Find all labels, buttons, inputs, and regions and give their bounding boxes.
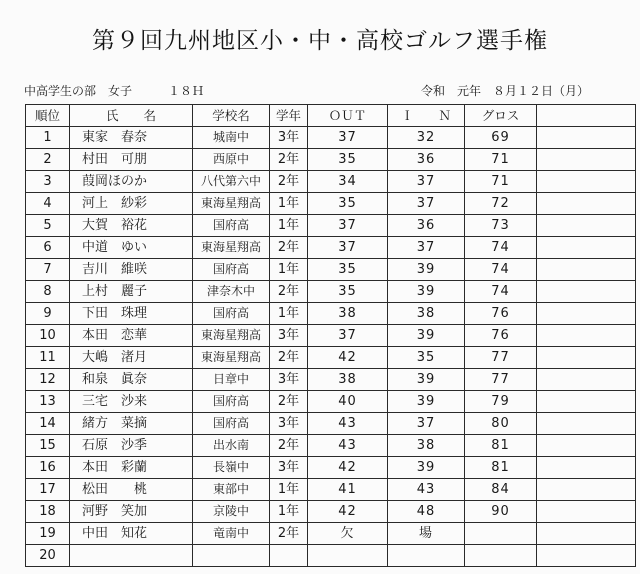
cell-name: 下田 珠理	[70, 303, 193, 325]
cell-out: 35	[308, 193, 388, 215]
header-extra	[537, 105, 636, 127]
cell-extra	[537, 479, 636, 501]
cell-school: 東海星翔高	[193, 347, 270, 369]
cell-out: 37	[308, 215, 388, 237]
cell-name: 本田 恋華	[70, 325, 193, 347]
cell-out: 42	[308, 501, 388, 523]
cell-name: 三宅 沙来	[70, 391, 193, 413]
cell-in: 32	[388, 127, 465, 149]
cell-gross: 90	[465, 501, 537, 523]
cell-rank: 4	[26, 193, 70, 215]
cell-rank: 15	[26, 435, 70, 457]
table-row	[26, 193, 636, 215]
table-row	[26, 325, 636, 347]
cell-extra	[537, 193, 636, 215]
cell-name: 葭岡ほのか	[70, 171, 193, 193]
cell-in: 39	[388, 369, 465, 391]
header-row	[26, 105, 636, 127]
cell-gross: 74	[465, 259, 537, 281]
cell-in: 39	[388, 281, 465, 303]
cell-extra	[537, 391, 636, 413]
cell-gross: 81	[465, 457, 537, 479]
cell-name: 石原 沙季	[70, 435, 193, 457]
cell-school: 国府高	[193, 391, 270, 413]
cell-out: 42	[308, 347, 388, 369]
cell-grade: 2年	[270, 149, 308, 171]
cell-grade: 2年	[270, 391, 308, 413]
cell-out: 41	[308, 479, 388, 501]
cell-gross: 74	[465, 237, 537, 259]
table-row	[26, 479, 636, 501]
cell-school: 東海星翔高	[193, 325, 270, 347]
header-grade: 学年	[270, 105, 308, 127]
cell-gross: 77	[465, 347, 537, 369]
header-name: 氏 名	[70, 105, 193, 127]
cell-name: 和泉 眞奈	[70, 369, 193, 391]
cell-rank: 17	[26, 479, 70, 501]
cell-grade: 1年	[270, 501, 308, 523]
table-row	[26, 237, 636, 259]
cell-in: 43	[388, 479, 465, 501]
cell-grade: 3年	[270, 325, 308, 347]
cell-extra	[537, 281, 636, 303]
cell-gross: 77	[465, 369, 537, 391]
table-row	[26, 545, 636, 567]
cell-grade: 1年	[270, 193, 308, 215]
cell-gross: 80	[465, 413, 537, 435]
cell-out: 欠	[308, 523, 388, 545]
cell-rank: 11	[26, 347, 70, 369]
cell-in: 37	[388, 171, 465, 193]
cell-grade: 3年	[270, 457, 308, 479]
cell-in	[388, 545, 465, 567]
cell-out: 37	[308, 127, 388, 149]
cell-school: 津奈木中	[193, 281, 270, 303]
cell-school: 国府高	[193, 303, 270, 325]
cell-out: 43	[308, 413, 388, 435]
cell-rank: 1	[26, 127, 70, 149]
table-row	[26, 149, 636, 171]
cell-name: 松田 桃	[70, 479, 193, 501]
table-row	[26, 171, 636, 193]
cell-extra	[537, 435, 636, 457]
document-title: 第９回九州地区小・中・高校ゴルフ選手権	[92, 28, 548, 54]
cell-out: 37	[308, 237, 388, 259]
cell-name: 河上 紗彩	[70, 193, 193, 215]
cell-school: 国府高	[193, 215, 270, 237]
header-in: Ｉ Ｎ	[388, 105, 465, 127]
cell-out: 37	[308, 325, 388, 347]
header-out: ＯＵＴ	[308, 105, 388, 127]
cell-grade: 2年	[270, 237, 308, 259]
table-row	[26, 413, 636, 435]
cell-gross: 74	[465, 281, 537, 303]
division-label: 中高学生の部 女子 １８Ｈ	[24, 84, 205, 98]
cell-school: 京陵中	[193, 501, 270, 523]
cell-extra	[537, 501, 636, 523]
cell-grade: 1年	[270, 215, 308, 237]
cell-in: 39	[388, 457, 465, 479]
cell-rank: 9	[26, 303, 70, 325]
cell-rank: 3	[26, 171, 70, 193]
table-row	[26, 457, 636, 479]
header-rank: 順位	[26, 105, 70, 127]
cell-grade: 1年	[270, 259, 308, 281]
cell-grade: 1年	[270, 479, 308, 501]
cell-gross: 79	[465, 391, 537, 413]
cell-name: 大嶋 渚月	[70, 347, 193, 369]
cell-school: 東海星翔高	[193, 193, 270, 215]
table-row	[26, 347, 636, 369]
cell-name: 中道 ゆい	[70, 237, 193, 259]
cell-grade: 3年	[270, 369, 308, 391]
cell-extra	[537, 171, 636, 193]
cell-rank: 13	[26, 391, 70, 413]
cell-school: 八代第六中	[193, 171, 270, 193]
cell-school	[193, 545, 270, 567]
cell-in: 36	[388, 149, 465, 171]
cell-rank: 19	[26, 523, 70, 545]
cell-grade: 3年	[270, 127, 308, 149]
cell-extra	[537, 413, 636, 435]
cell-name	[70, 545, 193, 567]
header-school: 学校名	[193, 105, 270, 127]
cell-out: 43	[308, 435, 388, 457]
cell-rank: 7	[26, 259, 70, 281]
cell-gross: 73	[465, 215, 537, 237]
cell-in: 37	[388, 413, 465, 435]
table-row	[26, 215, 636, 237]
cell-extra	[537, 347, 636, 369]
cell-name: 河野 笑加	[70, 501, 193, 523]
cell-school: 西原中	[193, 149, 270, 171]
table-row	[26, 281, 636, 303]
cell-school: 日章中	[193, 369, 270, 391]
cell-gross	[465, 523, 537, 545]
table-row	[26, 391, 636, 413]
cell-name: 緒方 菜摘	[70, 413, 193, 435]
cell-out: 42	[308, 457, 388, 479]
cell-gross: 84	[465, 479, 537, 501]
cell-gross: 76	[465, 303, 537, 325]
cell-grade: 2年	[270, 281, 308, 303]
header-gross: グロス	[465, 105, 537, 127]
table-row	[26, 369, 636, 391]
cell-school: 城南中	[193, 127, 270, 149]
cell-extra	[537, 369, 636, 391]
cell-out: 35	[308, 281, 388, 303]
cell-name: 本田 彩蘭	[70, 457, 193, 479]
cell-extra	[537, 303, 636, 325]
cell-gross: 72	[465, 193, 537, 215]
cell-in: 35	[388, 347, 465, 369]
cell-grade: 2年	[270, 347, 308, 369]
cell-extra	[537, 149, 636, 171]
cell-rank: 6	[26, 237, 70, 259]
cell-school: 東部中	[193, 479, 270, 501]
cell-in: 37	[388, 193, 465, 215]
cell-gross: 71	[465, 171, 537, 193]
cell-in: 38	[388, 303, 465, 325]
table-row	[26, 435, 636, 457]
cell-gross: 81	[465, 435, 537, 457]
cell-gross	[465, 545, 537, 567]
table-row	[26, 259, 636, 281]
cell-school: 長嶺中	[193, 457, 270, 479]
cell-rank: 14	[26, 413, 70, 435]
cell-rank: 8	[26, 281, 70, 303]
cell-rank: 10	[26, 325, 70, 347]
cell-name: 東家 春奈	[70, 127, 193, 149]
table-row	[26, 127, 636, 149]
cell-out: 35	[308, 149, 388, 171]
cell-extra	[537, 259, 636, 281]
cell-name: 大賀 裕花	[70, 215, 193, 237]
cell-gross: 76	[465, 325, 537, 347]
cell-extra	[537, 457, 636, 479]
event-date: 令和 元年 ８月１２日（月）	[421, 84, 590, 98]
cell-school: 国府高	[193, 413, 270, 435]
cell-extra	[537, 215, 636, 237]
cell-grade: 2年	[270, 523, 308, 545]
cell-school: 竜南中	[193, 523, 270, 545]
cell-name: 上村 麗子	[70, 281, 193, 303]
cell-school: 出水南	[193, 435, 270, 457]
cell-in: 38	[388, 435, 465, 457]
cell-extra	[537, 325, 636, 347]
cell-extra	[537, 127, 636, 149]
cell-in: 場	[388, 523, 465, 545]
cell-in: 36	[388, 215, 465, 237]
cell-rank: 16	[26, 457, 70, 479]
cell-extra	[537, 237, 636, 259]
cell-grade: 1年	[270, 303, 308, 325]
cell-in: 39	[388, 391, 465, 413]
cell-out	[308, 545, 388, 567]
cell-rank: 5	[26, 215, 70, 237]
cell-rank: 18	[26, 501, 70, 523]
cell-out: 38	[308, 369, 388, 391]
table-row	[26, 303, 636, 325]
cell-in: 48	[388, 501, 465, 523]
cell-grade: 2年	[270, 171, 308, 193]
results-body	[26, 127, 636, 567]
table-row	[26, 501, 636, 523]
cell-in: 37	[388, 237, 465, 259]
cell-out: 38	[308, 303, 388, 325]
cell-rank: 20	[26, 545, 70, 567]
cell-name: 吉川 維咲	[70, 259, 193, 281]
cell-grade: 2年	[270, 435, 308, 457]
cell-in: 39	[388, 259, 465, 281]
results-table	[25, 104, 636, 567]
cell-in: 39	[388, 325, 465, 347]
cell-name: 村田 可朋	[70, 149, 193, 171]
cell-extra	[537, 545, 636, 567]
cell-grade: 3年	[270, 413, 308, 435]
table-row	[26, 523, 636, 545]
cell-name: 中田 知花	[70, 523, 193, 545]
cell-out: 34	[308, 171, 388, 193]
cell-school: 東海星翔高	[193, 237, 270, 259]
cell-rank: 2	[26, 149, 70, 171]
cell-extra	[537, 523, 636, 545]
cell-school: 国府高	[193, 259, 270, 281]
cell-rank: 12	[26, 369, 70, 391]
cell-gross: 71	[465, 149, 537, 171]
cell-grade	[270, 545, 308, 567]
cell-out: 40	[308, 391, 388, 413]
cell-out: 35	[308, 259, 388, 281]
cell-gross: 69	[465, 127, 537, 149]
